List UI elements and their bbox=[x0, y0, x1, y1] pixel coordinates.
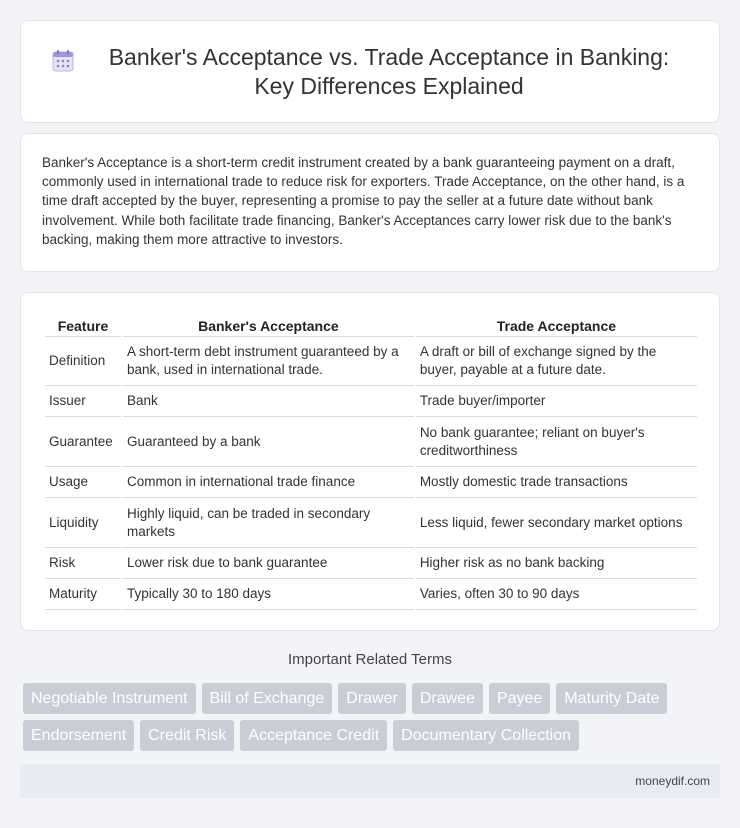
tag-documentary-collection[interactable]: Documentary Collection bbox=[393, 720, 579, 751]
feature-cell: Guarantee bbox=[45, 417, 121, 467]
table-row bbox=[45, 498, 697, 548]
trade-cell: No bank guarantee; reliant on buyer's creditworthiness bbox=[416, 417, 697, 467]
tag-drawee[interactable]: Drawee bbox=[412, 683, 483, 714]
related-terms-list bbox=[23, 683, 703, 757]
feature-cell: Maturity bbox=[45, 579, 121, 610]
tag-row bbox=[23, 683, 703, 714]
trade-cell: A draft or bill of exchange signed by the buyer, payable at a future date. bbox=[416, 337, 697, 386]
tag-endorsement[interactable]: Endorsement bbox=[23, 720, 134, 751]
table-row bbox=[45, 579, 697, 610]
trade-cell: Less liquid, fewer secondary market options bbox=[416, 498, 697, 548]
footer bbox=[20, 764, 720, 798]
trade-cell: Mostly domestic trade transactions bbox=[416, 467, 697, 498]
feature-cell: Liquidity bbox=[45, 498, 121, 548]
tag-maturity-date[interactable]: Maturity Date bbox=[556, 683, 667, 714]
header-feature: Feature bbox=[45, 315, 121, 337]
tag-payee[interactable]: Payee bbox=[489, 683, 550, 714]
tag-bill-of-exchange[interactable]: Bill of Exchange bbox=[202, 683, 333, 714]
page-title: Banker's Acceptance vs. Trade Acceptance in Banking: Key Differences Explained bbox=[108, 43, 670, 99]
related-terms-heading: Important Related Terms bbox=[288, 651, 452, 668]
feature-cell: Usage bbox=[45, 467, 121, 498]
tag-acceptance-credit[interactable]: Acceptance Credit bbox=[240, 720, 387, 751]
table-header-row bbox=[45, 315, 697, 337]
table-row bbox=[45, 386, 697, 417]
bankers-cell: Bank bbox=[123, 386, 414, 417]
trade-cell: Trade buyer/importer bbox=[416, 386, 697, 417]
intro-card bbox=[20, 133, 720, 272]
table-row bbox=[45, 337, 697, 386]
tag-negotiable-instrument[interactable]: Negotiable Instrument bbox=[23, 683, 196, 714]
tag-credit-risk[interactable]: Credit Risk bbox=[140, 720, 234, 751]
table-row bbox=[45, 467, 697, 498]
calendar-icon bbox=[51, 49, 75, 73]
bankers-cell: Highly liquid, can be traded in secondary markets bbox=[123, 498, 414, 548]
bankers-cell: A short-term debt instrument guaranteed by a bank, used in international trade. bbox=[123, 337, 414, 386]
bankers-cell: Typically 30 to 180 days bbox=[123, 579, 414, 610]
trade-cell: Higher risk as no bank backing bbox=[416, 548, 697, 579]
bankers-cell: Guaranteed by a bank bbox=[123, 417, 414, 467]
table-row bbox=[45, 417, 697, 467]
intro-paragraph: Banker's Acceptance is a short-term credit instrument created by a bank guaranteeing payment on a draft, commonly used in international trade to reduce risk for exporters. Trade Acceptance, on the other hand, is a time draft accepted by the buyer, representing a promise to pay the seller at a future date without bank involvement. While both facilitate trade financing, Banker's Acceptances carry lower risk due to the bank's backing, making them more attractive to investors. bbox=[42, 155, 685, 247]
tag-row bbox=[23, 720, 703, 751]
header-trade-acceptance: Trade Acceptance bbox=[416, 315, 697, 337]
bankers-cell: Lower risk due to bank guarantee bbox=[123, 548, 414, 579]
footer-site-link[interactable]: moneydif.com bbox=[635, 774, 710, 788]
comparison-card bbox=[20, 292, 720, 631]
tag-drawer[interactable]: Drawer bbox=[338, 683, 406, 714]
header-bankers-acceptance: Banker's Acceptance bbox=[123, 315, 414, 337]
bankers-cell: Common in international trade finance bbox=[123, 467, 414, 498]
feature-cell: Issuer bbox=[45, 386, 121, 417]
feature-cell: Risk bbox=[45, 548, 121, 579]
comparison-table bbox=[43, 315, 699, 610]
title-card bbox=[20, 20, 720, 123]
feature-cell: Definition bbox=[45, 337, 121, 386]
trade-cell: Varies, often 30 to 90 days bbox=[416, 579, 697, 610]
table-row bbox=[45, 548, 697, 579]
